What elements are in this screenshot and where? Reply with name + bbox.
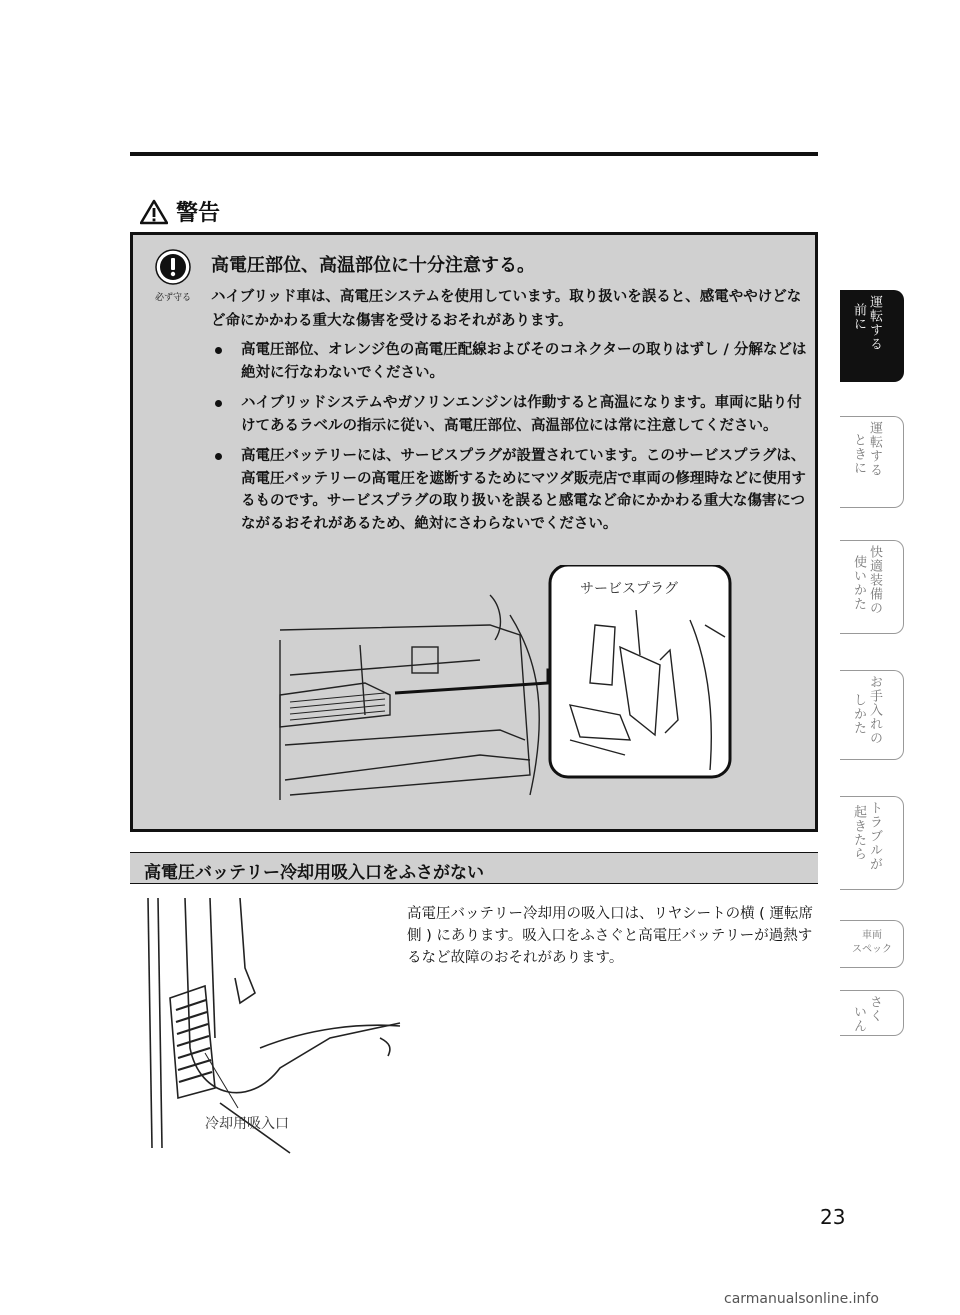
cooling-intake-figure — [130, 898, 410, 1160]
watermark: carmanualsonline.info — [724, 1291, 879, 1307]
section-paragraph: 高電圧バッテリー冷却用の吸入口は、リヤシートの横 ( 運転席側 ) にあります。吸入口をふさぐと高電圧バッテリーが過熱するなど故障のおそれがあります。 — [407, 906, 813, 966]
page-number: 23 — [820, 1205, 846, 1229]
warning-title: 警告 — [176, 201, 221, 226]
tab-label: 使いかた — [851, 555, 866, 611]
warning-bullet: 高電圧部位、オレンジ色の高電圧配線およびそのコネクターの取りはずし / 分解などは絶対に行なわないでください。 — [211, 339, 807, 384]
tab-label: いん — [851, 1005, 866, 1033]
tab-label: 運転する — [867, 295, 882, 351]
tab-vehicle-specs[interactable] — [840, 920, 904, 968]
section-title: 高電圧バッテリー冷却用吸入口をふさがない — [144, 863, 484, 883]
warning-triangle-icon — [140, 199, 168, 225]
warning-body: ハイブリッド車は、高電圧システムを使用しています。取り扱いを誤ると、感電ややけどなど命にかかわる重大な傷害を受けるおそれがあります。 — [211, 289, 802, 329]
top-rule — [130, 152, 818, 156]
tab-label: 起きたら — [851, 805, 866, 861]
exclamation-circle-icon — [155, 249, 191, 285]
tab-label: ときに — [851, 433, 866, 475]
tab-label: スペック — [852, 944, 892, 955]
tab-index[interactable] — [840, 990, 904, 1036]
tab-troubleshooting[interactable] — [840, 796, 904, 890]
must-follow-label: 必ず守る — [154, 293, 191, 303]
tab-label: しかた — [851, 693, 866, 735]
tab-label: お手入れの — [867, 675, 882, 745]
tab-maintenance[interactable] — [840, 670, 904, 760]
tab-label: トラブルが — [867, 801, 882, 871]
warning-heading: 高電圧部位、高温部位に十分注意する。 — [211, 255, 535, 276]
tab-label: さく — [867, 995, 882, 1023]
tab-label: 前に — [851, 303, 866, 331]
cooling-intake-label: 冷却用吸入口 — [205, 1116, 289, 1132]
trunk-service-plug-figure — [150, 565, 740, 810]
warning-bullets — [211, 339, 807, 543]
tab-label: 車両 — [862, 930, 882, 941]
tab-label: 運転する — [867, 421, 882, 477]
tab-when-driving[interactable] — [840, 416, 904, 508]
tab-label: 快適装備の — [867, 545, 882, 615]
warning-bullet: ハイブリッドシステムやガソリンエンジンは作動すると高温になります。車両に貼り付けてあるラベルの指示に従い、高電圧部位、高温部位には常に注意してください。 — [211, 392, 807, 437]
warning-header — [140, 196, 220, 227]
tab-before-driving[interactable] — [840, 290, 904, 382]
service-plug-label: サービスプラグ — [580, 581, 678, 597]
must-follow-badge — [153, 249, 193, 303]
warning-bullet: 高電圧バッテリーには、サービスプラグが設置されています。このサービスプラグは、高電圧バッテリーの高電圧を遮断するためにマツダ販売店で車両の修理時などに使用するものです。サービスプラグの取り扱いを誤ると感電など命にかかわる重大な傷害につながるおそれがあるため、絶対にさわらないでください。 — [211, 445, 807, 535]
tab-comfort-equipment[interactable] — [840, 540, 904, 634]
section-header — [130, 852, 818, 884]
